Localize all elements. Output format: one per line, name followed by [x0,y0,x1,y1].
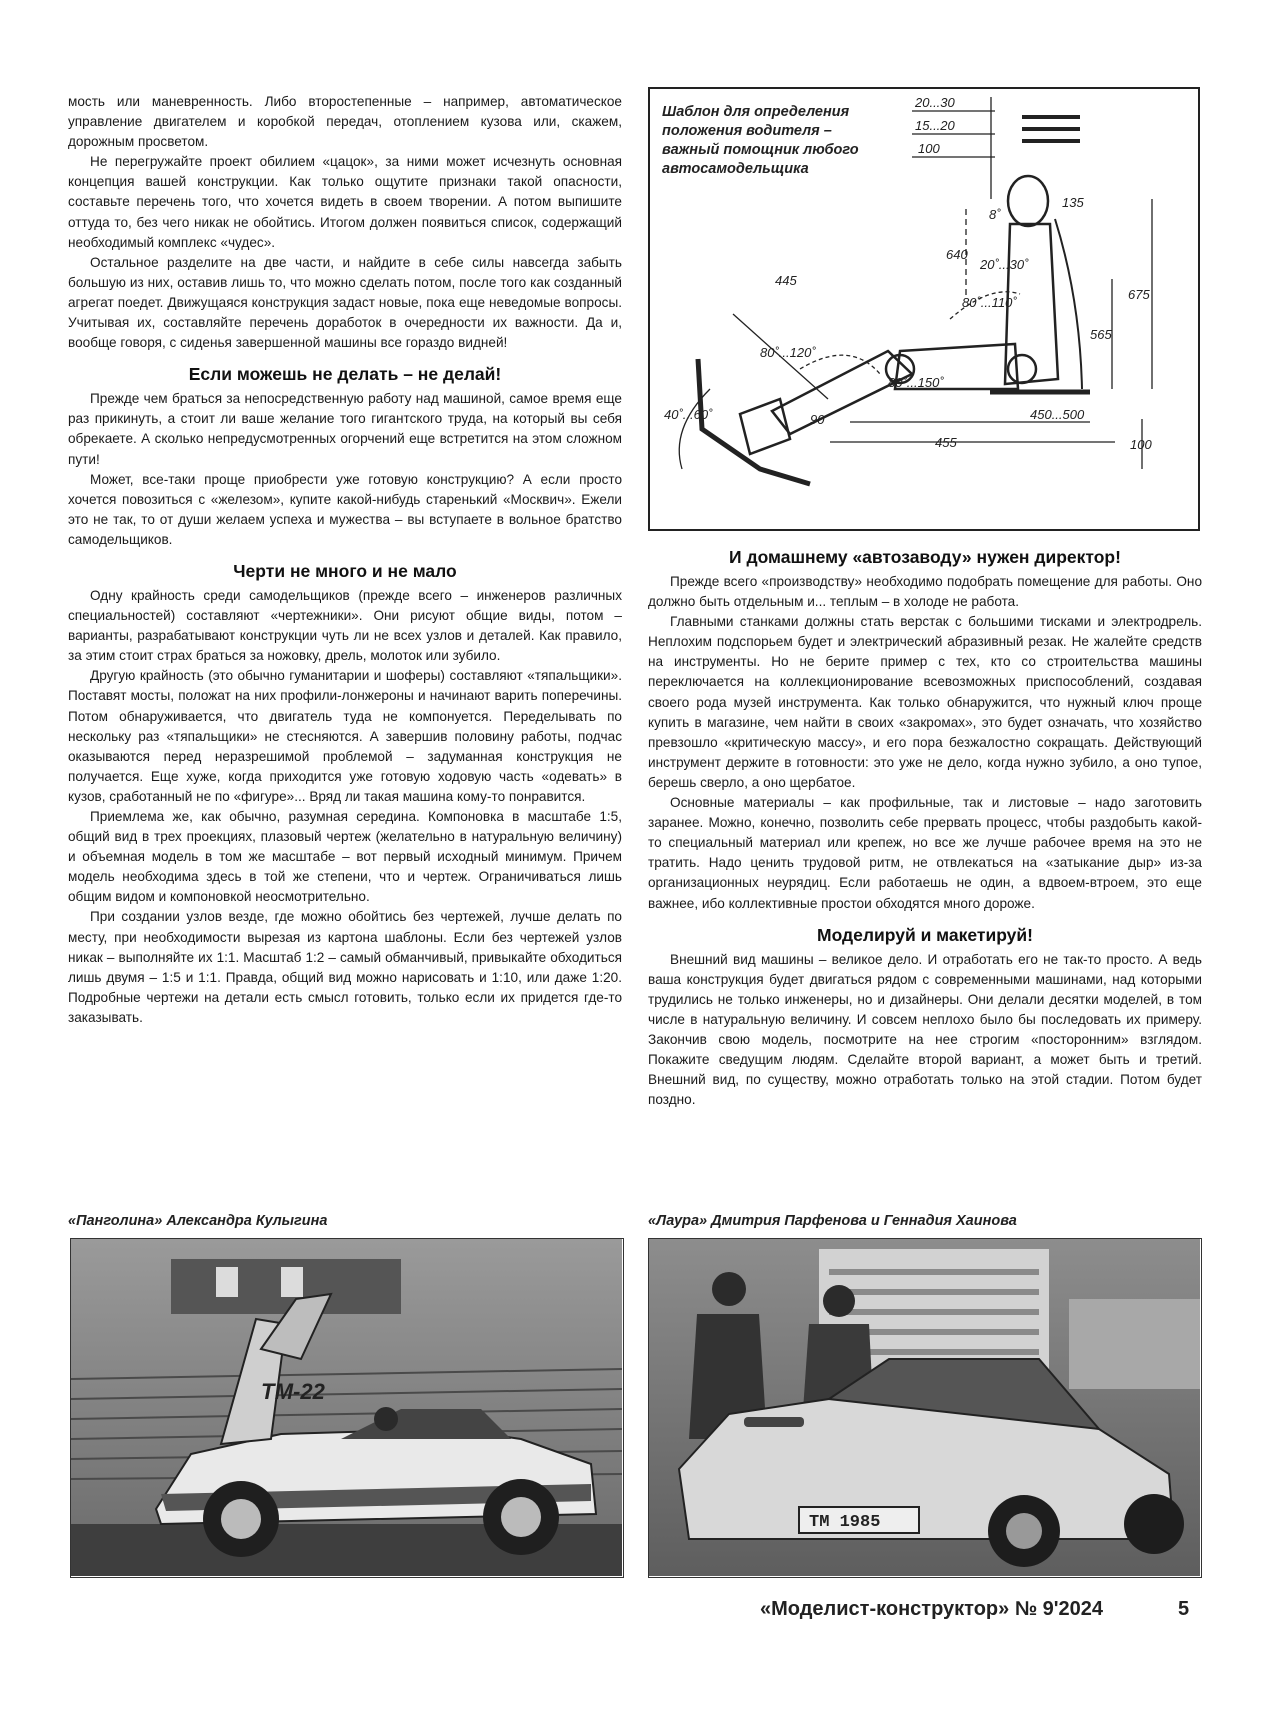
paragraph: мость или маневренность. Либо второстепенные – например, автоматическое управление двигателем и коробкой передач, отоплением кузова или, скажем, дорожным просветом. [68,94,622,150]
paragraph: Не перегружайте проект обилием «цацок», за ними может исчезнуть основная концепция вашей конструкции. Как только ощутите признаки такой опасности, составьте перечень того, что хочется видеть в своем творении. А потом выпишите оттуда то, без чего никак не обойтись. Итогом должен появиться список, содержащий необходимый комплекс «чудес». [68,154,622,250]
laura-car-image [649,1239,1200,1576]
dim-label: 450...500 [1030,407,1085,422]
section-heading: Черти не много и не мало [233,560,457,581]
pangolina-photo [70,1238,624,1578]
photo-caption-pangolina: «Панголина» Александра Кулыгина [68,1213,328,1229]
paragraph: При создании узлов везде, где можно обойтись без чертежей, лучше делать по месту, при необходимости вырезая из картона шаблоны. Если без чертежей узлов никак – выполняйте их 1:1. Масштаб 1:2 – самый обманчивый, привыкайте обходиться лишь двумя – 1:5 и 1:1. Правда, общий вид можно нарисовать и 1:10, или даже 1:20. Подробные чертежи на детали есть смысл готовить, только если их придется где-то заказывать. [68,909,622,1025]
dim-label: 8˚ [989,207,1001,222]
photo-caption-laura: «Лаура» Дмитрия Парфенова и Геннадия Хаинова [648,1213,1017,1229]
magazine-title: «Моделист-конструктор» № 9'2024 [760,1598,1104,1620]
paragraph: Прежде всего «производству» необходимо подобрать помещение для работы. Оно должно быть отдельным и... теплым – в холоде не работа. [648,574,1202,610]
dim-label: 80˚...110˚ [962,295,1017,310]
paragraph: Может, все-таки проще приобрести уже готовую конструкцию? А если просто хочется повозиться с «железом», купите какой-нибудь старенький «Москвич». Ежели это не так, то от души желаем успеха и мужества – вы вступаете в вольное братство самодельщиков. [68,471,622,547]
paragraph: Одну крайность среди самодельщиков (прежде всего – инженеров различных специальностей) составляют «чертежники». Они рисуют общие виды, потом – варианты, разрабатывают конструкции чуть ли не всех узлов и деталей. Как правило, за этим стоит страх браться за ножовку, дрель, молоток или зубило. [68,587,622,664]
dim-label: 445 [775,273,797,288]
laura-photo [648,1238,1202,1578]
dim-label: 20...30 [915,95,955,110]
car-marking: ТМ-22 [261,1379,325,1404]
dim-label: 40˚...60˚ [664,407,713,422]
paragraph: Главными станками должны стать верстак с большими тисками и электродрель. Неплохим подспорьем будет и электрический абразивный резак. Не жалейте средств на инструменты. Но не берите пример с тех, кто со строительства машины переключается на коллекционирование всевозможных приспособлений, создавая своего рода музей инструмента. Как только обнаружится, что нужный ключ проще купить в магазине, чем найти в своих «закромах», это будет означать, что хозяйство превзошло «критическую массу», и его пора безжалостно сокращать. Действующий инструмент держите в готовности: это уже не дело, когда нужно зубило, а оно тупое, берешь сверло, а оно щербатое. [648,614,1202,790]
dim-label: 20˚...30˚ [980,257,1029,272]
dim-label: 100 [918,141,940,156]
license-plate: ТМ 1985 [809,1513,881,1532]
dim-label: 135 [1062,195,1084,210]
section-heading: Если можешь не делать – не делай! [188,364,502,385]
pangolina-car-image [71,1239,622,1576]
dim-label: 640 [946,247,968,262]
dim-label: 80˚...120˚ [760,345,816,360]
paragraph: Внешний вид машины – великое дело. И отработать его не так-то просто. А ведь ваша конструкция будет двигаться рядом с современными машинами, над которыми трудились не только инженеры, но и дизайнеры. Они делали десятки моделей, в том числе в натуральную величину. И совсем неплохо было бы последовать их примеру. Закончив свою модель, посмотрите на нее строгим «посторонним» взглядом. Покажите сведущим людям. Сделайте второй вариант, а может быть и третий. Внешний вид, по существу, можно отработать только на этой стадии. Потом будет поздно. [648,951,1202,1108]
dim-label: 455 [935,435,957,450]
dim-label: 675 [1128,287,1150,302]
dim-label: 15...20 [915,118,955,133]
section-heading: Моделируй и макетируй! [817,924,1033,945]
paragraph: Остальное разделите на две части, и найдите в себе силы навсегда забыть большую из них, оставив лишь то, что можно сделать потом, после того как созданный агрегат поедет. Движущаяся конструкция задаст новые, пока еще неведомые вопросы. Учитывая их, составляйте перечень доработок в очередности их важности. Да и, вообще говоря, с сиденья завершенной машины все гораздо видней! [68,254,622,351]
page-number: 5 [1178,1598,1190,1620]
dim-label: 565 [1090,327,1112,342]
dim-label: 100 [1130,437,1152,452]
paragraph: Основные материалы – как профильные, так и листовые – надо заготовить заранее. Можно, конечно, позволить себе прервать процесс, чтобы раздобыть какой-то специальный материал или крепеж, но все же лучше рабочее время на это не тратить. Надо ценить трудовой ритм, не отвлекаться на «затыкание дыр» из-за организационных неурядиц. Если работаешь не один, а вдвоем-втроем, это еще важнее, ибо коллективные простои обходятся много дороже. [648,795,1202,911]
driver-position-diagram [648,87,1200,531]
dim-label: 80˚...150˚ [888,375,944,390]
dim-label: 90 [810,412,825,427]
right-column [648,546,1202,1110]
section-heading: И домашнему «автозаводу» нужен директор! [729,547,1121,567]
paragraph: Другую крайность (это обычно гуманитарии и шоферы) составляют «тяпальщики». Поставят мосты, положат на них профили-лонжероны и начинают варить поперечины. Потом обнаруживается, что двигатель туда не компонуется. Переделывать по нескольку раз «тяпальщики» не стесняются. А завершив половину работы, подчас оказываются перед неразрешимой проблемой – задуманная конструкция не получается. Еще хуже, когда приходится уже готовую ходовую часть «одевать» в кузов, сработанный не по «фигуре»... Вряд ли такая машина кому-то понравится. [68,668,622,804]
paragraph: Приемлема же, как обычно, разумная середина. Компоновка в масштабе 1:5, общий вид в трех проекциях, плазовый чертеж (желательно в натуральную величину) и объемная модель в том же масштабе – вот первый исходный минимум. Причем модель необходима здесь в той же степени, что и чертеж. Ограничиваться лишь общим видом и компоновкой неосмотрительно. [68,809,622,905]
left-column [68,92,622,1028]
diagram-caption: Шаблон для определения положения водителя – важный помощник любого автосамодельщика [662,104,859,177]
paragraph: Прежде чем браться за непосредственную работу над машиной, самое время еще раз прикинуть, а стоит ли ваше желание того гигантского труда, на который вы себя обрекаете. А сколько непредусмотренных огорчений еще встретится на этом сложном пути! [68,391,622,467]
